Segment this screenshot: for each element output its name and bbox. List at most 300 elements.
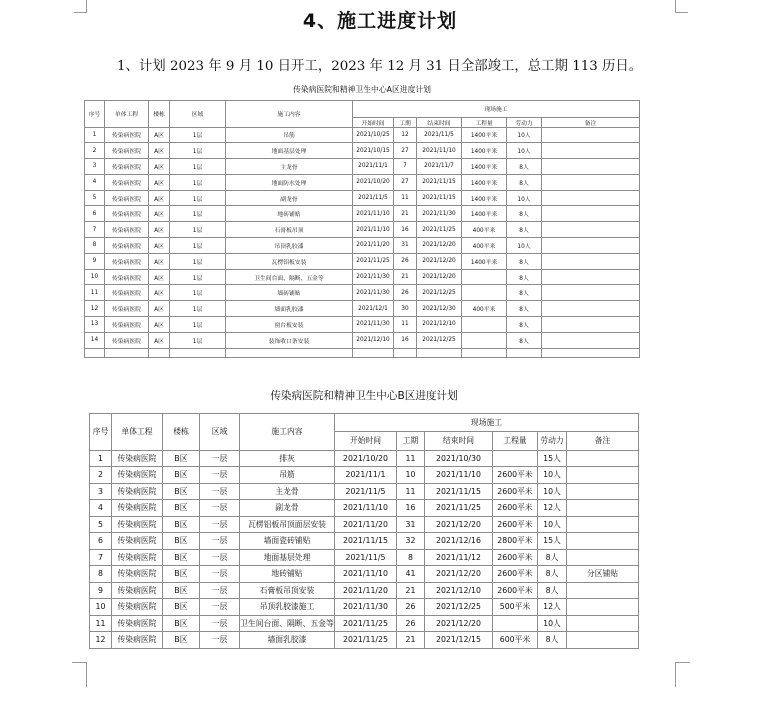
- table-b-cell-end: 2021/11/15: [425, 483, 493, 500]
- table-b-cell-seq: 4: [90, 500, 112, 517]
- table-a-cell-content: 瓦楞铝板安装: [226, 253, 353, 269]
- table-b-cell-labor: 10人: [538, 467, 567, 484]
- table-a-cell-start: 2021/11/30: [353, 269, 394, 285]
- table-a-cell-seq: 8: [85, 238, 105, 254]
- table-b-cell-end: 2021/11/25: [425, 500, 493, 517]
- table-b-cell-project: 传染病医院: [112, 615, 163, 632]
- table-a-blank-cell: [394, 348, 417, 357]
- table-a-cell-end: 2021/11/7: [417, 159, 462, 175]
- table-b-cell-quantity: [493, 615, 538, 632]
- table-b-row: [90, 615, 639, 632]
- table-a-cell-area: 1层: [170, 159, 226, 175]
- table-b-cell-project: 传染病医院: [112, 500, 163, 517]
- table-b-cell-note: [567, 516, 639, 533]
- table-a-body: [85, 127, 640, 348]
- table-a-cell-building: A区: [149, 127, 170, 143]
- table-b-cell-note: [567, 450, 639, 467]
- table-a-cell-note: [542, 332, 640, 348]
- table-b-cell-project: 传染病医院: [112, 582, 163, 599]
- table-a-row: [85, 285, 640, 301]
- table-b-cell-area: 一层: [200, 450, 240, 467]
- schedule-table-b: [89, 379, 639, 649]
- table-a-cell-start: 2021/12/10: [353, 332, 394, 348]
- table-a-cell-seq: 9: [85, 253, 105, 269]
- table-b-row: [90, 566, 639, 583]
- table-a-row: [85, 269, 640, 285]
- table-b-row: [90, 549, 639, 566]
- crop-mark-bottom-right: [675, 662, 676, 687]
- table-a-row: [85, 190, 640, 206]
- table-a-cell-project: 传染病医院: [105, 301, 149, 317]
- table-b-cell-project: 传染病医院: [112, 632, 163, 649]
- table-a-cell-days: 26: [394, 253, 417, 269]
- table-a-title: 传染病医院和精神卫生中心A区进度计划: [85, 80, 640, 100]
- table-a-cell-area: 1层: [170, 206, 226, 222]
- table-b-header-labor: 劳动力: [538, 431, 567, 450]
- table-a-cell-content: 地砖铺贴: [226, 206, 353, 222]
- table-a-cell-start: 2021/11/10: [353, 222, 394, 238]
- table-a-row: [85, 206, 640, 222]
- table-a-cell-quantity: 400平米: [462, 301, 507, 317]
- table-a-blank-cell: [462, 348, 507, 357]
- table-a-cell-project: 传染病医院: [105, 174, 149, 190]
- table-a-cell-days: 11: [394, 317, 417, 333]
- table-b-cell-labor: 12人: [538, 599, 567, 616]
- table-a-cell-end: 2021/11/5: [417, 127, 462, 143]
- table-a-cell-project: 传染病医院: [105, 285, 149, 301]
- table-a-header-area: 区域: [170, 100, 226, 127]
- table-b-cell-note: [567, 549, 639, 566]
- table-a-cell-quantity: 1400平米: [462, 143, 507, 159]
- table-a-cell-labor: 10人: [507, 238, 542, 254]
- table-b-cell-area: 一层: [200, 516, 240, 533]
- table-a-cell-seq: 1: [85, 127, 105, 143]
- table-b-cell-content: 吊筋: [240, 467, 335, 484]
- table-b-cell-labor: 10人: [538, 615, 567, 632]
- table-a-cell-seq: 7: [85, 222, 105, 238]
- table-a-cell-area: 1层: [170, 253, 226, 269]
- table-a-cell-content: 装饰收口条安装: [226, 332, 353, 348]
- table-b-header-site: 现场施工: [335, 413, 639, 431]
- table-a-cell-start: 2021/10/15: [353, 143, 394, 159]
- table-b-cell-start: 2021/11/25: [335, 615, 397, 632]
- table-a-cell-quantity: 1400平米: [462, 159, 507, 175]
- table-a-cell-quantity: [462, 269, 507, 285]
- table-b-cell-project: 传染病医院: [112, 483, 163, 500]
- table-b-cell-content: 墙面乳胶漆: [240, 632, 335, 649]
- table-a-cell-project: 传染病医院: [105, 317, 149, 333]
- table-a-cell-content: 副龙骨: [226, 190, 353, 206]
- table-a-cell-labor: 8人: [507, 285, 542, 301]
- table-a-blank-cell: [417, 348, 462, 357]
- table-a-cell-building: A区: [149, 301, 170, 317]
- table-a-cell-days: 27: [394, 174, 417, 190]
- table-b-cell-area: 一层: [200, 467, 240, 484]
- table-b-cell-labor: 15人: [538, 533, 567, 550]
- table-a-cell-days: 11: [394, 190, 417, 206]
- table-b-cell-project: 传染病医院: [112, 450, 163, 467]
- table-a-cell-seq: 3: [85, 159, 105, 175]
- table-a-cell-end: 2021/12/10: [417, 317, 462, 333]
- table-a-cell-seq: 6: [85, 206, 105, 222]
- table-a-cell-end: 2021/12/20: [417, 269, 462, 285]
- table-b-cell-start: 2021/11/10: [335, 566, 397, 583]
- table-b-cell-building: B区: [163, 566, 200, 583]
- table-a-cell-start: 2021/10/20: [353, 174, 394, 190]
- table-b-cell-seq: 12: [90, 632, 112, 649]
- table-a-cell-quantity: [462, 285, 507, 301]
- table-a-cell-building: A区: [149, 190, 170, 206]
- table-b-cell-days: 21: [397, 582, 425, 599]
- table-a-cell-content: 墙面乳胶漆: [226, 301, 353, 317]
- table-a-cell-note: [542, 269, 640, 285]
- table-b-cell-labor: 8人: [538, 549, 567, 566]
- table-a-cell-start: 2021/11/10: [353, 206, 394, 222]
- table-b-cell-days: 31: [397, 516, 425, 533]
- table-a-cell-building: A区: [149, 206, 170, 222]
- table-a-cell-end: 2021/12/25: [417, 285, 462, 301]
- table-a-cell-note: [542, 238, 640, 254]
- table-b-row: [90, 533, 639, 550]
- table-b-row: [90, 599, 639, 616]
- table-b-header-seq: 序号: [90, 413, 112, 450]
- table-a-cell-area: 1层: [170, 317, 226, 333]
- table-a-cell-start: 2021/11/20: [353, 238, 394, 254]
- table-b-cell-content: 主龙骨: [240, 483, 335, 500]
- table-a-header-labor: 劳动力: [507, 117, 542, 127]
- table-a-header-quantity: 工程量: [462, 117, 507, 127]
- table-b-cell-start: 2021/11/1: [335, 467, 397, 484]
- table-b-cell-content: 地面基层处理: [240, 549, 335, 566]
- table-b-cell-labor: 15人: [538, 450, 567, 467]
- table-b-cell-seq: 5: [90, 516, 112, 533]
- table-a-cell-content: 窗台板安装: [226, 317, 353, 333]
- table-a-cell-quantity: 1400平米: [462, 206, 507, 222]
- table-b-cell-quantity: 2600平米: [493, 582, 538, 599]
- table-a-cell-note: [542, 143, 640, 159]
- table-a-cell-project: 传染病医院: [105, 159, 149, 175]
- table-b-cell-start: 2021/11/5: [335, 483, 397, 500]
- table-a-row: [85, 253, 640, 269]
- table-b-cell-content: 吊顶乳胶漆施工: [240, 599, 335, 616]
- table-b-cell-area: 一层: [200, 533, 240, 550]
- table-b-cell-project: 传染病医院: [112, 549, 163, 566]
- table-a-header-content: 施工内容: [226, 100, 353, 127]
- table-a-cell-seq: 5: [85, 190, 105, 206]
- table-a-cell-end: 2021/12/20: [417, 253, 462, 269]
- table-b-cell-area: 一层: [200, 632, 240, 649]
- table-a-cell-content: 吊顶乳胶漆: [226, 238, 353, 254]
- table-b-cell-seq: 10: [90, 599, 112, 616]
- table-a-row: [85, 174, 640, 190]
- table-a-cell-start: 2021/11/5: [353, 190, 394, 206]
- table-b-header-quantity: 工程量: [493, 431, 538, 450]
- table-a-cell-area: 1层: [170, 143, 226, 159]
- table-a-cell-project: 传染病医院: [105, 332, 149, 348]
- table-b-cell-quantity: 2600平米: [493, 549, 538, 566]
- table-a-row: [85, 222, 640, 238]
- table-b-cell-note: [567, 615, 639, 632]
- table-a-row: [85, 143, 640, 159]
- table-a-cell-start: 2021/11/25: [353, 253, 394, 269]
- table-b-cell-start: 2021/10/20: [335, 450, 397, 467]
- table-b-cell-building: B区: [163, 500, 200, 517]
- table-a-cell-labor: 8人: [507, 253, 542, 269]
- table-a-cell-project: 传染病医院: [105, 253, 149, 269]
- table-b-cell-end: 2021/12/10: [425, 582, 493, 599]
- table-a-cell-project: 传染病医院: [105, 269, 149, 285]
- table-a-cell-labor: 8人: [507, 317, 542, 333]
- table-b-cell-area: 一层: [200, 582, 240, 599]
- table-a-cell-area: 1层: [170, 190, 226, 206]
- table-a-cell-end: 2021/12/20: [417, 238, 462, 254]
- table-b-cell-content: 副龙骨: [240, 500, 335, 517]
- table-b-header-building: 楼栋: [163, 413, 200, 450]
- table-a-cell-seq: 13: [85, 317, 105, 333]
- table-a-blank-cell: [542, 348, 640, 357]
- table-a-cell-building: A区: [149, 159, 170, 175]
- table-b-cell-seq: 2: [90, 467, 112, 484]
- table-a-cell-project: 传染病医院: [105, 222, 149, 238]
- table-b-cell-quantity: 500平米: [493, 599, 538, 616]
- crop-mark-bottom-left: [86, 662, 87, 687]
- table-a-blank-cell: [105, 348, 149, 357]
- page-heading: 4、施工进度计划: [302, 10, 458, 32]
- table-a-cell-content: 地面基层处理: [226, 143, 353, 159]
- table-b-cell-labor: 12人: [538, 500, 567, 517]
- table-a-row: [85, 127, 640, 143]
- table-a-cell-days: 26: [394, 285, 417, 301]
- table-a-cell-start: 2021/11/30: [353, 285, 394, 301]
- table-b-body: [90, 450, 639, 648]
- table-b-cell-end: 2021/12/16: [425, 533, 493, 550]
- table-b-cell-end: 2021/12/25: [425, 599, 493, 616]
- table-a-cell-seq: 14: [85, 332, 105, 348]
- crop-mark-bottom-right: [675, 662, 690, 663]
- table-b-cell-days: 10: [397, 467, 425, 484]
- table-a-cell-quantity: 400平米: [462, 222, 507, 238]
- table-b-row: [90, 467, 639, 484]
- table-a-cell-end: 2021/11/30: [417, 206, 462, 222]
- table-b-header-start: 开始时间: [335, 431, 397, 450]
- table-b-cell-quantity: 2800平米: [493, 533, 538, 550]
- table-a-cell-days: 16: [394, 222, 417, 238]
- table-b-header-content: 施工内容: [240, 413, 335, 450]
- table-a-cell-labor: 8人: [507, 222, 542, 238]
- table-b-header-days: 工期: [397, 431, 425, 450]
- table-a-header-project: 单体工程: [105, 100, 149, 127]
- table-b-cell-end: 2021/11/12: [425, 549, 493, 566]
- table-a-cell-area: 1层: [170, 301, 226, 317]
- table-b-cell-area: 一层: [200, 500, 240, 517]
- table-b-cell-start: 2021/11/25: [335, 632, 397, 649]
- table-a-blank-cell: [149, 348, 170, 357]
- table-b-header-end: 结束时间: [425, 431, 493, 450]
- table-a-cell-seq: 4: [85, 174, 105, 190]
- table-a-cell-days: 16: [394, 332, 417, 348]
- table-a-header-end: 结束时间: [417, 117, 462, 127]
- table-b-cell-start: 2021/11/20: [335, 516, 397, 533]
- table-a-cell-labor: 8人: [507, 269, 542, 285]
- table-a-cell-project: 传染病医院: [105, 127, 149, 143]
- table-b-header-note: 备注: [567, 431, 639, 450]
- table-b-cell-note: [567, 500, 639, 517]
- table-a-cell-labor: 8人: [507, 174, 542, 190]
- table-a-cell-note: [542, 159, 640, 175]
- table-b-cell-days: 8: [397, 549, 425, 566]
- table-a-cell-area: 1层: [170, 222, 226, 238]
- table-a-cell-end: 2021/12/30: [417, 301, 462, 317]
- table-b-cell-quantity: 2600平米: [493, 467, 538, 484]
- table-b-cell-days: 26: [397, 615, 425, 632]
- table-a-cell-area: 1层: [170, 174, 226, 190]
- intro-paragraph: 1、计划 2023 年 9 月 10 日开工，2023 年 12 月 31 日全部竣工，总工期 113 历日。: [117, 59, 643, 74]
- table-b-cell-end: 2021/12/20: [425, 566, 493, 583]
- table-b-cell-note: 分区铺贴: [567, 566, 639, 583]
- table-a-cell-end: 2021/11/25: [417, 222, 462, 238]
- table-a-cell-building: A区: [149, 285, 170, 301]
- table-a-row: [85, 301, 640, 317]
- table-b-cell-labor: 8人: [538, 582, 567, 599]
- table-a-cell-note: [542, 127, 640, 143]
- table-a-cell-labor: 8人: [507, 332, 542, 348]
- table-b-cell-content: 石膏板吊顶安装: [240, 582, 335, 599]
- table-b-cell-content: 瓦楞铝板吊顶面层安装: [240, 516, 335, 533]
- table-a-cell-content: 地面防水处理: [226, 174, 353, 190]
- table-b-cell-content: 地砖铺贴: [240, 566, 335, 583]
- table-b-cell-labor: 10人: [538, 483, 567, 500]
- table-b-cell-seq: 1: [90, 450, 112, 467]
- table-b-cell-note: [567, 467, 639, 484]
- table-a-row: [85, 332, 640, 348]
- table-a-cell-end: 2021/12/25: [417, 332, 462, 348]
- table-a-cell-building: A区: [149, 253, 170, 269]
- table-b-title: 传染病医院和精神卫生中心B区进度计划: [90, 379, 639, 413]
- table-a-cell-note: [542, 253, 640, 269]
- table-b-cell-building: B区: [163, 483, 200, 500]
- table-a-cell-quantity: 1400平米: [462, 174, 507, 190]
- table-a-cell-labor: 8人: [507, 206, 542, 222]
- table-b-header-area: 区域: [200, 413, 240, 450]
- table-b-cell-project: 传染病医院: [112, 467, 163, 484]
- table-a-cell-quantity: [462, 332, 507, 348]
- table-b-cell-end: 2021/10/30: [425, 450, 493, 467]
- table-b-cell-days: 11: [397, 483, 425, 500]
- table-a-cell-area: 1层: [170, 285, 226, 301]
- table-b-cell-note: [567, 533, 639, 550]
- table-a-cell-days: 30: [394, 301, 417, 317]
- table-b-row: [90, 582, 639, 599]
- table-a-cell-labor: 10人: [507, 143, 542, 159]
- table-a-cell-days: 21: [394, 206, 417, 222]
- table-a-cell-project: 传染病医院: [105, 143, 149, 159]
- schedule-table-a: [84, 80, 640, 358]
- table-b-cell-start: 2021/11/10: [335, 500, 397, 517]
- table-a-cell-note: [542, 174, 640, 190]
- table-b-cell-days: 41: [397, 566, 425, 583]
- table-b-cell-seq: 7: [90, 549, 112, 566]
- table-b-cell-building: B区: [163, 516, 200, 533]
- table-b-cell-building: B区: [163, 582, 200, 599]
- table-a-cell-building: A区: [149, 143, 170, 159]
- table-b-cell-start: 2021/11/30: [335, 599, 397, 616]
- table-b-cell-note: [567, 599, 639, 616]
- table-b-cell-days: 26: [397, 599, 425, 616]
- table-b-cell-quantity: 2600平米: [493, 566, 538, 583]
- table-b-cell-days: 16: [397, 500, 425, 517]
- table-b-cell-building: B区: [163, 467, 200, 484]
- table-a-cell-days: 7: [394, 159, 417, 175]
- table-a-header-start: 开始时间: [353, 117, 394, 127]
- table-b-cell-note: [567, 483, 639, 500]
- table-b-cell-note: [567, 582, 639, 599]
- table-a-cell-building: A区: [149, 174, 170, 190]
- table-b-cell-end: 2021/11/10: [425, 467, 493, 484]
- table-b-cell-area: 一层: [200, 566, 240, 583]
- table-b-cell-area: 一层: [200, 483, 240, 500]
- table-b-row: [90, 632, 639, 649]
- table-a-cell-days: 21: [394, 269, 417, 285]
- table-b-cell-building: B区: [163, 599, 200, 616]
- table-a-cell-seq: 12: [85, 301, 105, 317]
- table-b-cell-seq: 11: [90, 615, 112, 632]
- table-a-header-seq: 序号: [85, 100, 105, 127]
- table-a-cell-quantity: 400平米: [462, 238, 507, 254]
- table-a-cell-content: 主龙骨: [226, 159, 353, 175]
- table-a-row: [85, 317, 640, 333]
- table-b-header-project: 单体工程: [112, 413, 163, 450]
- table-a-cell-quantity: 1400平米: [462, 253, 507, 269]
- table-a-cell-start: 2021/12/1: [353, 301, 394, 317]
- table-a-cell-building: A区: [149, 317, 170, 333]
- table-b-cell-seq: 8: [90, 566, 112, 583]
- table-a-cell-seq: 10: [85, 269, 105, 285]
- table-b-cell-quantity: 600平米: [493, 632, 538, 649]
- table-a-cell-content: 石膏板吊顶: [226, 222, 353, 238]
- table-b-cell-building: B区: [163, 549, 200, 566]
- table-b-cell-project: 传染病医院: [112, 533, 163, 550]
- table-a-cell-seq: 2: [85, 143, 105, 159]
- table-a-cell-area: 1层: [170, 238, 226, 254]
- table-a-cell-building: A区: [149, 238, 170, 254]
- table-a-cell-seq: 11: [85, 285, 105, 301]
- table-a-blank-cell: [353, 348, 394, 357]
- table-b-cell-start: 2021/11/5: [335, 549, 397, 566]
- table-b-cell-quantity: [493, 450, 538, 467]
- table-b-cell-quantity: 2600平米: [493, 483, 538, 500]
- table-a-row: [85, 238, 640, 254]
- table-b-row: [90, 450, 639, 467]
- table-b-cell-project: 传染病医院: [112, 599, 163, 616]
- table-b-cell-seq: 3: [90, 483, 112, 500]
- table-a-cell-project: 传染病医院: [105, 206, 149, 222]
- table-b-cell-days: 32: [397, 533, 425, 550]
- table-b-cell-project: 传染病医院: [112, 566, 163, 583]
- table-b-row: [90, 500, 639, 517]
- crop-mark-bottom-left: [72, 662, 87, 663]
- table-a-blank-cell: [507, 348, 542, 357]
- table-b-cell-quantity: 2600平米: [493, 516, 538, 533]
- table-b-cell-building: B区: [163, 632, 200, 649]
- table-b-cell-labor: 8人: [538, 632, 567, 649]
- table-a-cell-building: A区: [149, 269, 170, 285]
- table-a-cell-end: 2021/11/15: [417, 190, 462, 206]
- table-a-cell-start: 2021/11/1: [353, 159, 394, 175]
- table-b-cell-content: 墙面瓷砖铺贴: [240, 533, 335, 550]
- table-a-cell-content: 吊筋: [226, 127, 353, 143]
- table-b-cell-labor: 8人: [538, 566, 567, 583]
- table-b-cell-project: 传染病医院: [112, 516, 163, 533]
